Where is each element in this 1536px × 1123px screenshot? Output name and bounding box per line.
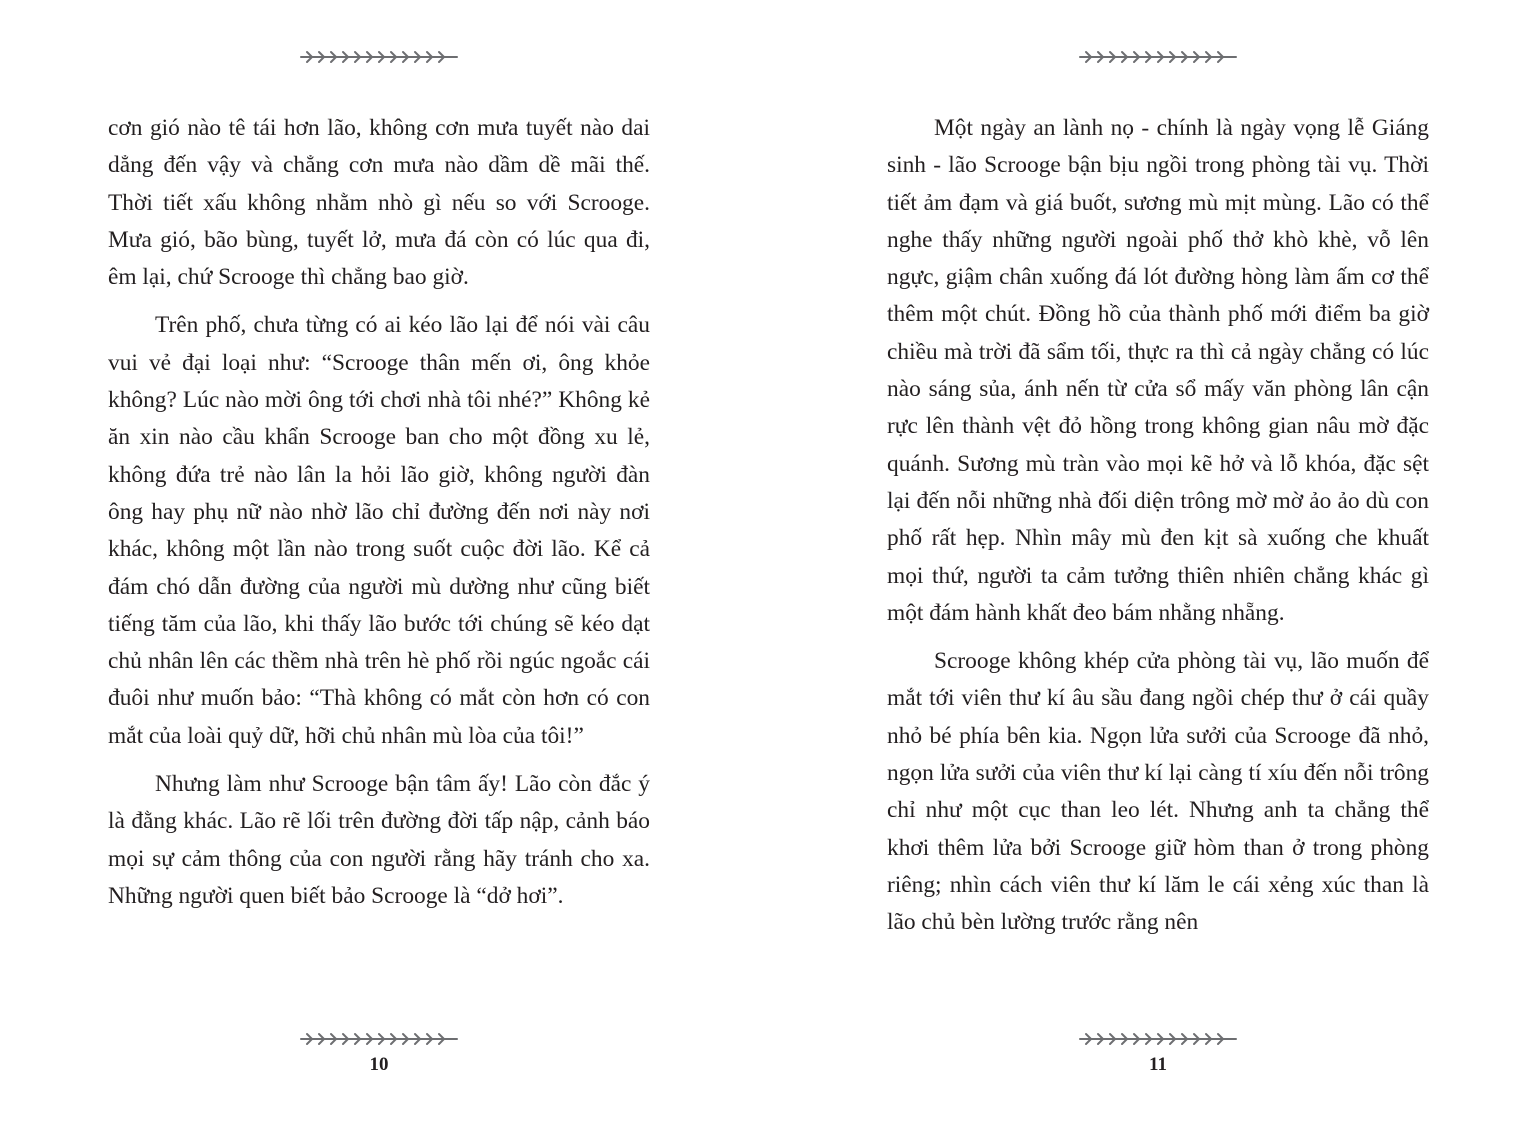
page-number: 11: [1149, 1054, 1167, 1075]
right-page: [887, 0, 1429, 1123]
left-page: [108, 0, 650, 1123]
paragraph: Scrooge không khép cửa phòng tài vụ, lão muốn để mắt tới viên thư kí âu sầu đang ngồi chép thư ở cái quầy nhỏ bé phía bên kia. Ngọn lửa sưởi của Scrooge đã nhỏ, ngọn lửa sưởi của viên thư kí lại càng tí xíu đến nỗi trông chỉ như một cục than leo lét. Nhưng anh ta chẳng thể khơi thêm lửa bởi Scrooge giữ hòm than ở trong phòng riêng; nhìn cách viên thư kí lăm le cái xẻng xúc than là lão chủ bèn lường trước rằng nên: [887, 648, 1429, 936]
paragraph: Một ngày an lành nọ - chính là ngày vọng lễ Giáng sinh - lão Scrooge bận bịu ngồi trong phòng tài vụ. Thời tiết ảm đạm và giá buốt, sương mù mịt mùng. Lão có thể nghe thấy những người ngoài phố thở khò khè, vỗ lên ngực, giậm chân xuống đá lót đường hòng làm ấm cơ thể thêm một chút. Đồng hồ của thành phố mới điểm ba giờ chiều mà trời đã sẩm tối, thực ra thì cả ngày chẳng có lúc nào sáng sủa, ánh nến từ cửa sổ mấy văn phòng lân cận rực lên thành vệt đỏ hồng trong không gian nâu mờ đặc quánh. Sương mù tràn vào mọi kẽ hở và lỗ khóa, đặc sệt lại đến nỗi những nhà đối diện trông mờ mờ ảo ảo dù con phố rất hẹp. Nhìn mây mù đen kịt sà xuống che khuất mọi thứ, người ta cảm tưởng thiên nhiên chẳng khác gì một đám hành khất đeo bám nhằng nhẵng.: [887, 115, 1429, 626]
page-number: 10: [369, 1054, 389, 1075]
top-ornament-icon: [299, 44, 459, 70]
bottom-ornament-icon: [299, 1026, 459, 1052]
bottom-ornament-icon: [1078, 1026, 1238, 1052]
paragraph: Trên phố, chưa từng có ai kéo lão lại để nói vài câu vui vẻ đại loại như: “Scrooge thân mến ơi, ông khỏe không? Lúc nào mời ông tới chơi nhà tôi nhé?” Không kẻ ăn xin nào cầu khẩn Scrooge ban cho một đồng xu lẻ, không đứa trẻ nào lân la hỏi lão giờ, không người đàn ông hay phụ nữ nào nhờ lão chỉ đường đến nơi này nơi khác, không một lần nào trong suốt cuộc đời lão. Kể cả đám chó dẫn đường của người mù dường như cũng biết tiếng tăm của lão, khi thấy lão bước tới chúng sẽ kéo dạt chủ nhân lên các thềm nhà trên hè phố rồi ngúc ngoắc cái đuôi như muốn bảo: “Thà không có mắt còn hơn có con mắt của loài quỷ dữ, hỡi chủ nhân mù lòa của tôi!”: [108, 312, 650, 749]
paragraph: Nhưng làm như Scrooge bận tâm ấy! Lão còn đắc ý là đằng khác. Lão rẽ lối trên đường đời tấp nập, cảnh báo mọi sự cảm thông của con người rằng hãy tránh cho xa. Những người quen biết bảo Scrooge là “dở hơi”.: [108, 771, 650, 909]
left-page-text: [108, 110, 650, 926]
paragraph: cơn gió nào tê tái hơn lão, không cơn mưa tuyết nào dai dẳng đến vậy và chẳng cơn mưa nào dầm dề mãi thế. Thời tiết xấu không nhằm nhò gì nếu so với Scrooge. Mưa gió, bão bùng, tuyết lở, mưa đá còn có lúc qua đi, êm lại, chứ Scrooge thì chẳng bao giờ.: [108, 115, 650, 291]
top-ornament-icon: [1078, 44, 1238, 70]
right-page-text: [887, 110, 1429, 953]
